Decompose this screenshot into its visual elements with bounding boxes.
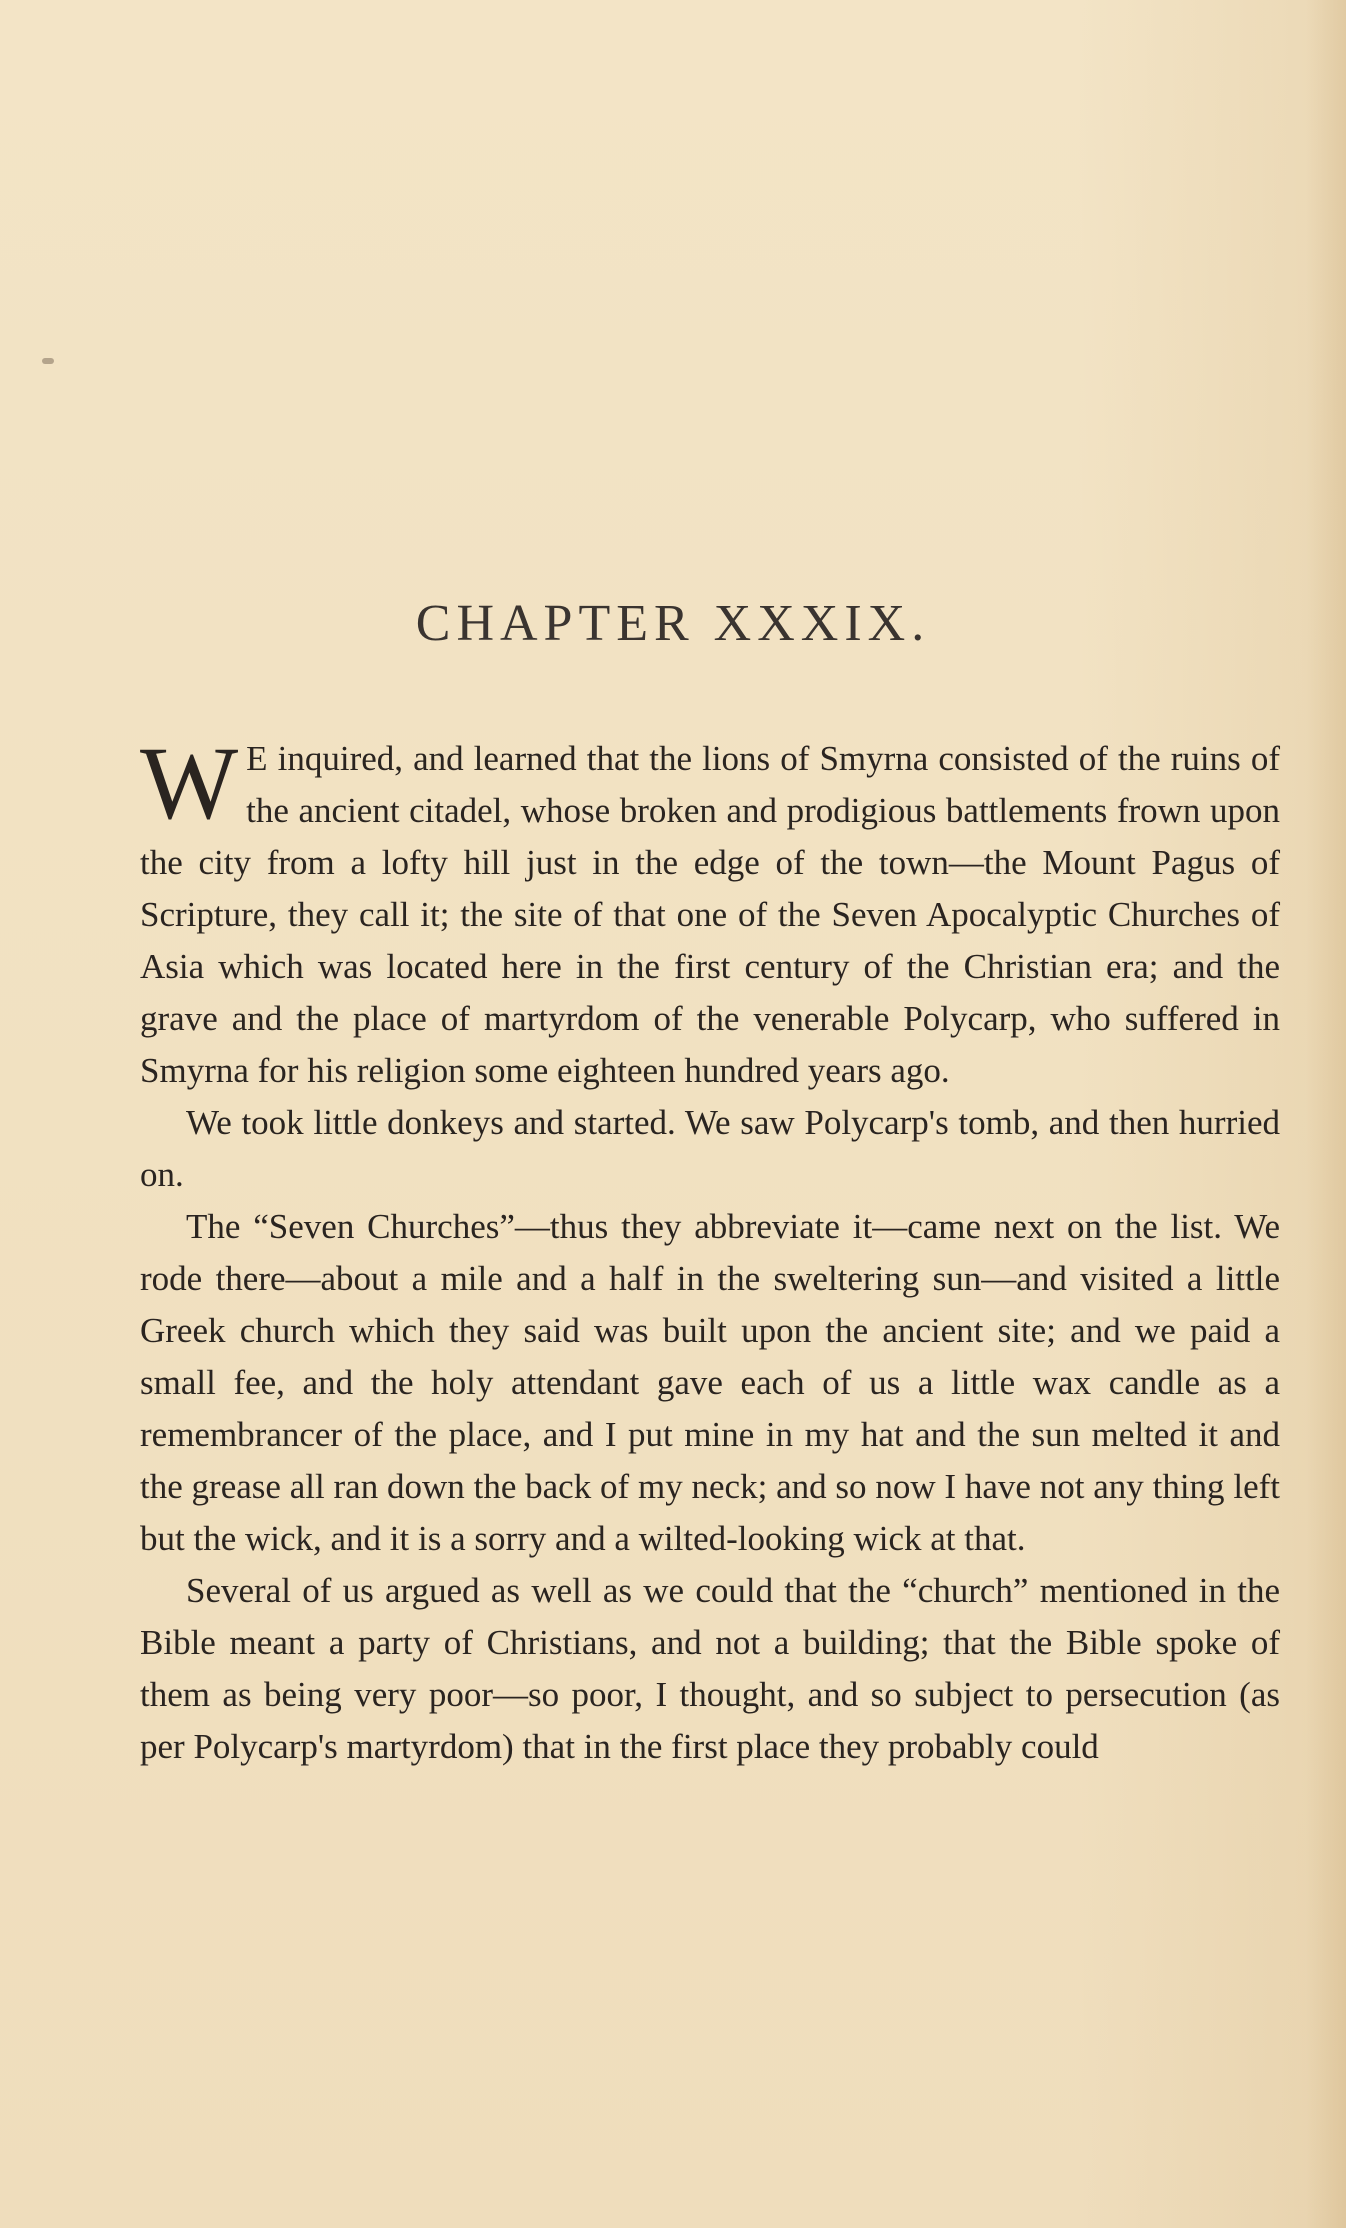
paragraph-1 <box>140 726 1280 1097</box>
paragraph-4: Several of us argued as well as we could that the “church” mentioned in the Bible meant a party of Christians, and not a building; that the Bible spoke of them as being very poor—so poor, I thought, and so subject to persecution (as per Polycarp's martyrdom) that in the first place they probably could <box>140 1571 1280 1766</box>
paragraph-3: The “Seven Churches”—thus they abbreviate it—came next on the list. We rode there—about a mile and a half in the sweltering sun—and visited a little Greek church which they said was built upon the ancient site; and we paid a small fee, and the holy attendant gave each of us a little wax candle as a remembrancer of the place, and I put mine in my hat and the sun melted it and the grease all ran down the back of my neck; and so now I have not any thing left but the wick, and it is a sorry and a wilted-looking wick at that. <box>140 1207 1280 1558</box>
paragraph-2: We took little donkeys and started. We saw Polycarp's tomb, and then hurried on. <box>140 1103 1280 1194</box>
ink-speck <box>42 358 54 364</box>
paragraph-1-text: E inquired, and learned that the lions of Smyrna consisted of the ruins of the ancient citadel, whose broken and prodigious battlements frown upon the city from a lofty hill just in the edge of the town—the Mount Pagus of Scripture, they call it; the site of that one of the Seven Apocalyptic Churches of Asia which was located here in the first century of the Christian era; and the grave and the place of martyrdom of the venerable Polycarp, who suffered in Smyrna for his religion some eighteen hundred years ago. <box>140 739 1280 1090</box>
drop-cap: W <box>140 726 239 841</box>
chapter-title: CHAPTER XXXIX. <box>415 595 931 652</box>
chapter-body <box>140 726 1280 1773</box>
page-edge-shadow <box>1306 0 1346 2228</box>
